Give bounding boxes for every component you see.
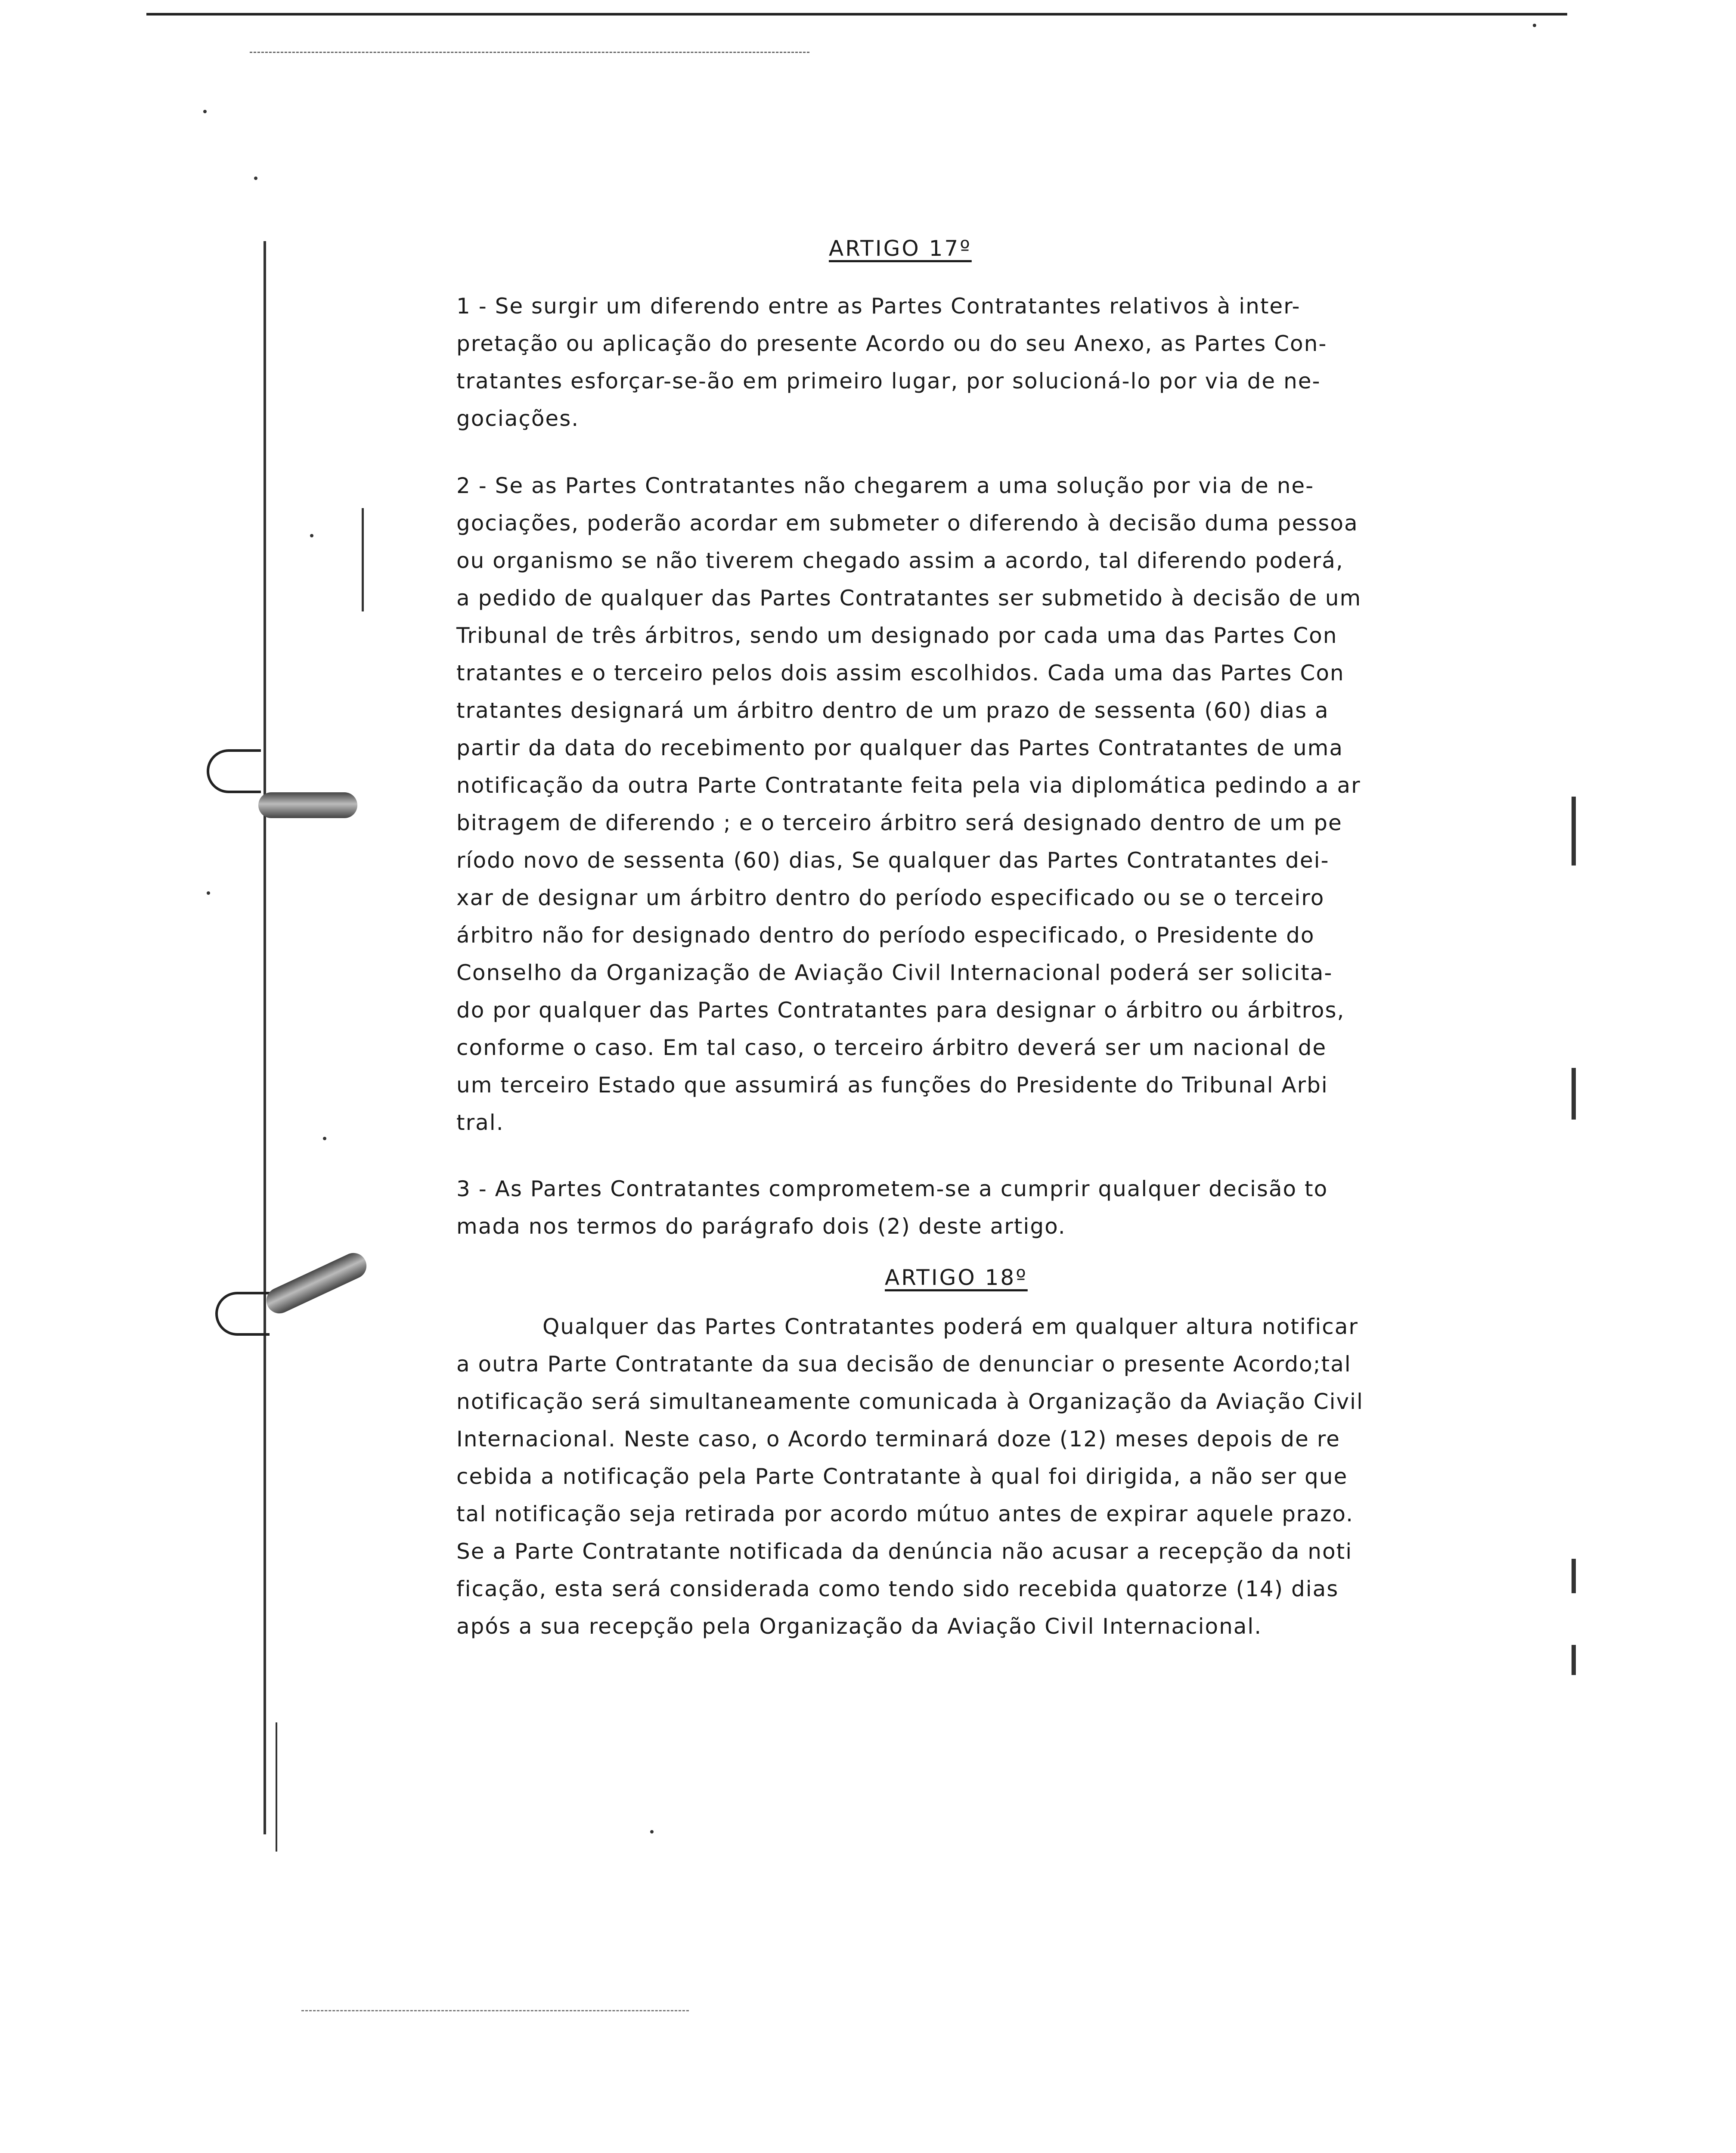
paragraph <box>456 288 1481 437</box>
punch-hole-top <box>207 749 261 793</box>
text-line: tratantes designará um árbitro dentro de um prazo de sessenta (60) dias a <box>456 698 1329 723</box>
article-heading: ARTIGO 18º <box>885 1265 1028 1290</box>
scan-speck <box>203 110 207 113</box>
text-line: cebida a notificação pela Parte Contratante à qual foi dirigida, a não ser que <box>456 1464 1348 1489</box>
edge-mark <box>1572 1068 1576 1120</box>
text-line: do por qualquer das Partes Contratantes para designar o árbitro ou árbitros, <box>456 998 1345 1023</box>
text-line: árbitro não for designado dentro do período especificado, o Presidente do <box>456 923 1315 948</box>
scan-speck <box>254 177 257 180</box>
text-line: a outra Parte Contratante da sua decisão de denunciar o presente Acordo;tal <box>456 1352 1352 1377</box>
binding-edge-line <box>362 508 364 611</box>
text-line: mada nos termos do parágrafo dois (2) deste artigo. <box>456 1214 1066 1239</box>
staple-mark-bottom <box>262 1249 371 1318</box>
edge-mark <box>1572 1645 1576 1675</box>
scan-speck <box>310 534 313 537</box>
scan-top-rule <box>146 13 1567 16</box>
text-line: Conselho da Organização de Aviação Civil Internacional poderá ser solicita- <box>456 960 1333 985</box>
text-line: conforme o caso. Em tal caso, o terceiro árbitro deverá ser um nacional de <box>456 1035 1327 1060</box>
text-line: tratantes esforçar-se-ão em primeiro lugar, por solucioná-lo por via de ne- <box>456 369 1321 394</box>
text-line: a pedido de qualquer das Partes Contratantes ser submetido à decisão de um <box>456 586 1362 611</box>
text-line: 1 - Se surgir um diferendo entre as Partes Contratantes relativos à inter- <box>456 294 1301 319</box>
text-line: partir da data do recebimento por qualquer das Partes Contratantes de uma <box>456 735 1344 760</box>
staple-mark-top <box>258 792 357 818</box>
punch-hole-bottom <box>215 1292 270 1336</box>
text-line: ficação, esta será considerada como tendo sido recebida quatorze (14) dias <box>456 1576 1339 1601</box>
scan-bottom-dash <box>301 2010 689 2011</box>
scan-speck <box>207 891 210 895</box>
text-line: tral. <box>456 1110 504 1135</box>
paragraph <box>456 1170 1481 1245</box>
text-line: ou organismo se não tiverem chegado assim a acordo, tal diferendo poderá, <box>456 548 1344 573</box>
text-line: gociações, poderão acordar em submeter o diferendo à decisão duma pessoa <box>456 511 1358 536</box>
text-line: um terceiro Estado que assumirá as funções do Presidente do Tribunal Arbi <box>456 1073 1328 1098</box>
text-line: ríodo novo de sessenta (60) dias, Se qualquer das Partes Contratantes dei- <box>456 848 1330 873</box>
scan-speck <box>650 1830 654 1833</box>
binding-edge-line <box>264 241 266 1834</box>
scan-speck <box>1533 24 1536 27</box>
edge-mark <box>1572 1559 1576 1593</box>
text-line: Qualquer das Partes Contratantes poderá em qualquer altura notificar <box>542 1314 1358 1339</box>
text-line: Internacional. Neste caso, o Acordo terminará doze (12) meses depois de re <box>456 1427 1340 1452</box>
binding-edge-line <box>276 1722 277 1852</box>
text-line: Se a Parte Contratante notificada da denúncia não acusar a recepção da noti <box>456 1539 1353 1564</box>
text-line: notificação da outra Parte Contratante feita pela via diplomática pedindo a ar <box>456 773 1361 798</box>
text-line: após a sua recepção pela Organização da Aviação Civil Internacional. <box>456 1614 1262 1639</box>
article-heading: ARTIGO 17º <box>829 236 972 261</box>
text-line: tal notificação seja retirada por acordo mútuo antes de expirar aquele prazo. <box>456 1502 1354 1526</box>
text-line: tratantes e o terceiro pelos dois assim escolhidos. Cada uma das Partes Con <box>456 661 1345 686</box>
paragraph <box>456 467 1481 1142</box>
scan-dashed-rule <box>250 52 809 54</box>
text-line: 2 - Se as Partes Contratantes não chegarem a uma solução por via de ne- <box>456 473 1314 498</box>
text-line: Tribunal de três árbitros, sendo um designado por cada uma das Partes Con <box>456 623 1338 648</box>
edge-mark <box>1572 797 1576 866</box>
text-line: xar de designar um árbitro dentro do período especificado ou se o terceiro <box>456 885 1325 910</box>
text-line: pretação ou aplicação do presente Acordo ou do seu Anexo, as Partes Con- <box>456 331 1327 356</box>
paragraph <box>456 1308 1481 1645</box>
scan-speck <box>323 1137 326 1140</box>
text-line: notificação será simultaneamente comunicada à Organização da Aviação Civil <box>456 1389 1364 1414</box>
text-line: gociações. <box>456 406 580 431</box>
text-line: 3 - As Partes Contratantes comprometem-se a cumprir qualquer decisão to <box>456 1176 1328 1201</box>
text-line: bitragem de diferendo ; e o terceiro árbitro será designado dentro de um pe <box>456 810 1342 835</box>
